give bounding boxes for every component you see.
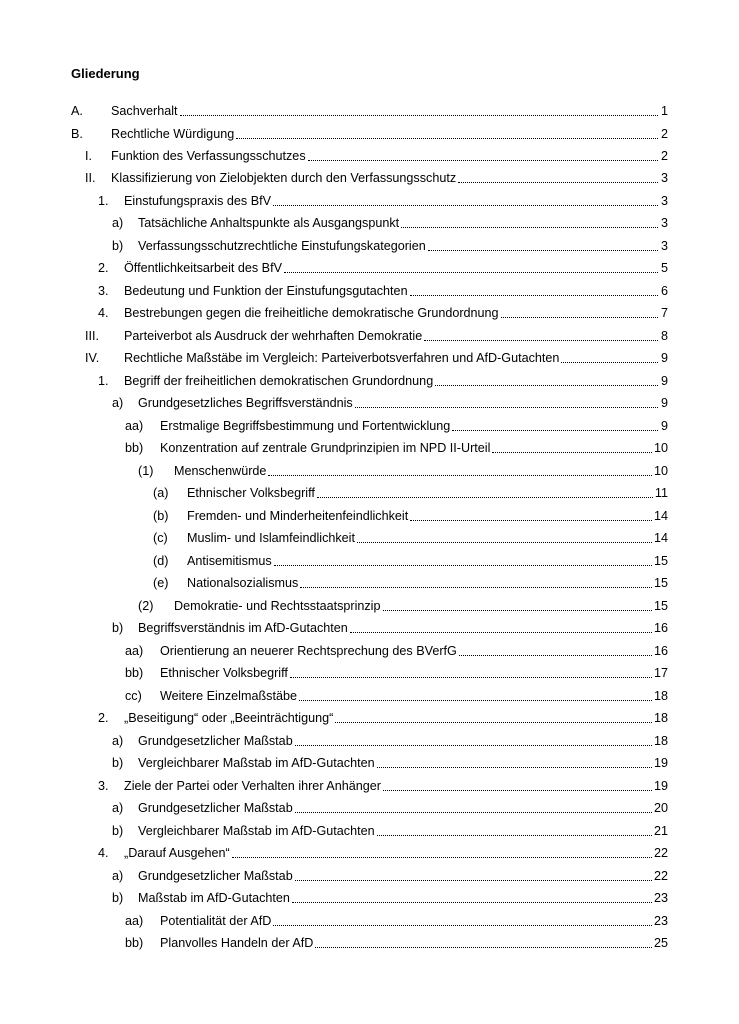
toc-entry-page-number: 3 <box>660 194 668 208</box>
toc-entry-page-number: 6 <box>660 284 668 298</box>
toc-entry-page-number: 3 <box>660 239 668 253</box>
toc-entry[interactable] <box>85 146 668 164</box>
toc-entry[interactable] <box>85 168 668 186</box>
toc-entry[interactable] <box>112 866 668 884</box>
toc-entry[interactable] <box>112 731 668 749</box>
toc-entry[interactable] <box>112 618 668 636</box>
toc-entry[interactable] <box>153 528 668 546</box>
toc-entry[interactable] <box>85 348 668 366</box>
toc-entry-number: 3. <box>98 779 109 793</box>
toc-entry-page-number: 7 <box>660 306 668 320</box>
toc-entry-title: Begriff der freiheitlichen demokratischen Grundordnung <box>124 374 434 388</box>
toc-entry-title: Vergleichbarer Maßstab im AfD-Gutachten <box>138 824 375 838</box>
toc-entry-number: A. <box>71 104 83 118</box>
toc-entry-number: b) <box>112 239 124 253</box>
toc-entry[interactable] <box>125 416 668 434</box>
toc-entry-title: Verfassungsschutzrechtliche Einstufungskategorien <box>138 239 426 253</box>
toc-entry-title: Maßstab im AfD-Gutachten <box>138 891 290 905</box>
dot-leader <box>290 677 652 678</box>
toc-entry-number: a) <box>112 801 124 815</box>
toc-entry-title: Parteiverbot als Ausdruck der wehrhaften Demokratie <box>124 329 423 343</box>
toc-entry-number: b) <box>112 621 124 635</box>
toc-entry-title: Potentialität der AfD <box>160 914 272 928</box>
toc-entry-page-number: 11 <box>654 486 668 500</box>
toc-entry-page-number: 14 <box>653 531 668 545</box>
toc-entry-number: (2) <box>138 599 154 613</box>
toc-entry-title: Begriffsverständnis im AfD-Gutachten <box>138 621 348 635</box>
toc-entry[interactable] <box>112 213 668 231</box>
dot-leader <box>268 475 652 476</box>
toc-entry-number: 1. <box>98 194 109 208</box>
toc-entry-page-number: 3 <box>660 171 668 185</box>
toc-entry-title: „Darauf Ausgehen“ <box>124 846 230 860</box>
dot-leader <box>458 182 658 183</box>
toc-entry[interactable] <box>98 371 668 389</box>
toc-entry-page-number: 19 <box>653 779 668 793</box>
toc-entry[interactable] <box>125 911 668 929</box>
toc-entry-number: 4. <box>98 846 109 860</box>
toc-entry-title: Bestrebungen gegen die freiheitliche demokratische Grundordnung <box>124 306 499 320</box>
toc-entry-number: I. <box>85 149 92 163</box>
dot-leader <box>377 767 652 768</box>
dot-leader <box>315 947 652 948</box>
toc-entry-page-number: 2 <box>660 149 668 163</box>
toc-entry-title: Rechtliche Würdigung <box>111 127 235 141</box>
toc-entry-number: (1) <box>138 464 154 478</box>
toc-heading: Gliederung <box>71 66 140 81</box>
dot-leader <box>273 205 658 206</box>
dot-leader <box>236 138 658 139</box>
toc-entry-title: Antisemitismus <box>187 554 272 568</box>
dot-leader <box>292 902 652 903</box>
dot-leader <box>501 317 658 318</box>
toc-entry[interactable] <box>98 191 668 209</box>
toc-entry-title: Bedeutung und Funktion der Einstufungsgutachten <box>124 284 408 298</box>
dot-leader <box>428 250 658 251</box>
toc-entry-page-number: 5 <box>660 261 668 275</box>
toc-entry[interactable] <box>125 686 668 704</box>
toc-entry-number: b) <box>112 756 124 770</box>
toc-entry-title: Orientierung an neuerer Rechtsprechung des BVerfG <box>160 644 457 658</box>
toc-entry[interactable] <box>98 843 668 861</box>
toc-entry-number: aa) <box>125 644 144 658</box>
toc-entry-page-number: 18 <box>653 734 668 748</box>
toc-entry-number: 3. <box>98 284 109 298</box>
toc-entry-number: 4. <box>98 306 109 320</box>
dot-leader <box>295 745 652 746</box>
toc-entry-number: a) <box>112 216 124 230</box>
toc-entry-title: Funktion des Verfassungsschutzes <box>111 149 306 163</box>
toc-entry-title: Grundgesetzliches Begriffsverständnis <box>138 396 353 410</box>
toc-entry-title: Erstmalige Begriffsbestimmung und Fortentwicklung <box>160 419 451 433</box>
dot-leader <box>410 295 658 296</box>
toc-entry[interactable] <box>153 551 668 569</box>
toc-entry-number: (c) <box>153 531 168 545</box>
toc-entry-title: Nationalsozialismus <box>187 576 299 590</box>
toc-entry-page-number: 22 <box>653 869 668 883</box>
toc-entry[interactable] <box>125 933 668 951</box>
toc-entry-title: Fremden- und Minderheitenfeindlichkeit <box>187 509 409 523</box>
toc-entry-page-number: 20 <box>653 801 668 815</box>
toc-entry-page-number: 17 <box>653 666 668 680</box>
toc-entry[interactable] <box>71 124 668 142</box>
dot-leader <box>335 722 652 723</box>
dot-leader <box>232 857 652 858</box>
toc-entry[interactable] <box>112 888 668 906</box>
dot-leader <box>401 227 658 228</box>
toc-entry[interactable] <box>125 438 668 456</box>
dot-leader <box>383 610 652 611</box>
toc-entry-number: 1. <box>98 374 109 388</box>
toc-entry-title: Klassifizierung von Zielobjekten durch den Verfassungsschutz <box>111 171 457 185</box>
toc-entry[interactable] <box>112 393 668 411</box>
toc-entry-page-number: 15 <box>653 576 668 590</box>
toc-entry-page-number: 16 <box>653 644 668 658</box>
toc-entry-title: Menschenwürde <box>174 464 267 478</box>
toc-entry[interactable] <box>98 708 668 726</box>
dot-leader <box>308 160 658 161</box>
toc-entry-page-number: 15 <box>653 554 668 568</box>
toc-entry-title: Öffentlichkeitsarbeit des BfV <box>124 261 282 275</box>
toc-entry-page-number: 25 <box>653 936 668 950</box>
toc-entry-page-number: 23 <box>653 914 668 928</box>
toc-entry-title: Vergleichbarer Maßstab im AfD-Gutachten <box>138 756 375 770</box>
toc-entry[interactable] <box>138 596 668 614</box>
toc-entry[interactable] <box>71 101 668 119</box>
dot-leader <box>295 812 652 813</box>
toc-entry-number: b) <box>112 891 124 905</box>
dot-leader <box>274 565 652 566</box>
dot-leader <box>295 880 652 881</box>
toc-entry-page-number: 9 <box>660 419 668 433</box>
toc-entry-page-number: 16 <box>653 621 668 635</box>
toc-entry-number: (a) <box>153 486 169 500</box>
toc-entry[interactable] <box>98 258 668 276</box>
toc-entry[interactable] <box>85 326 668 344</box>
toc-entry-page-number: 8 <box>660 329 668 343</box>
toc-entry[interactable] <box>112 821 668 839</box>
toc-entry-title: Sachverhalt <box>111 104 178 118</box>
toc-entry-title: Ethnischer Volksbegriff <box>160 666 288 680</box>
toc-entry-number: aa) <box>125 419 144 433</box>
toc-entry-number: (e) <box>153 576 169 590</box>
toc-entry-page-number: 19 <box>653 756 668 770</box>
dot-leader <box>317 497 653 498</box>
toc-entry-title: Grundgesetzlicher Maßstab <box>138 734 293 748</box>
toc-entry-number: 2. <box>98 711 109 725</box>
toc-entry-number: bb) <box>125 666 144 680</box>
toc-entry-number: a) <box>112 396 124 410</box>
toc-entry[interactable] <box>98 303 668 321</box>
dot-leader <box>410 520 652 521</box>
toc-entry-number: B. <box>71 127 83 141</box>
dot-leader <box>452 430 658 431</box>
toc-entry-page-number: 18 <box>653 689 668 703</box>
dot-leader <box>300 587 652 588</box>
toc-entry[interactable] <box>98 776 668 794</box>
toc-entry-page-number: 1 <box>660 104 668 118</box>
dot-leader <box>355 407 658 408</box>
dot-leader <box>435 385 658 386</box>
toc-entry-page-number: 18 <box>653 711 668 725</box>
toc-entry[interactable] <box>138 461 668 479</box>
toc-entry-page-number: 10 <box>653 464 668 478</box>
toc-entry-page-number: 23 <box>653 891 668 905</box>
toc-entry[interactable] <box>112 753 668 771</box>
toc-entry-title: Demokratie- und Rechtsstaatsprinzip <box>174 599 381 613</box>
toc-entry-number: (d) <box>153 554 169 568</box>
toc-entry-page-number: 22 <box>653 846 668 860</box>
dot-leader <box>377 835 652 836</box>
toc-entry-page-number: 9 <box>660 351 668 365</box>
toc-entry-title: Grundgesetzlicher Maßstab <box>138 801 293 815</box>
toc-entry-number: b) <box>112 824 124 838</box>
toc-entry-page-number: 15 <box>653 599 668 613</box>
toc-entry-title: Ziele der Partei oder Verhalten ihrer Anhänger <box>124 779 381 793</box>
toc-entry[interactable] <box>112 236 668 254</box>
toc-entry-page-number: 21 <box>653 824 668 838</box>
toc-entry[interactable] <box>125 663 668 681</box>
toc-entry-title: Grundgesetzlicher Maßstab <box>138 869 293 883</box>
toc-entry-title: Planvolles Handeln der AfD <box>160 936 314 950</box>
dot-leader <box>180 115 658 116</box>
dot-leader <box>383 790 652 791</box>
toc-entry[interactable] <box>153 483 668 501</box>
toc-entry-number: cc) <box>125 689 142 703</box>
toc-entry-page-number: 10 <box>653 441 668 455</box>
toc-entry[interactable] <box>153 506 668 524</box>
toc-entry-number: IV. <box>85 351 100 365</box>
dot-leader <box>492 452 652 453</box>
toc-entry-page-number: 9 <box>660 396 668 410</box>
toc-entry-number: bb) <box>125 441 144 455</box>
toc-entry-title: Konzentration auf zentrale Grundprinzipien im NPD II-Urteil <box>160 441 491 455</box>
toc-entry-number: 2. <box>98 261 109 275</box>
toc-entry-page-number: 2 <box>660 127 668 141</box>
toc-entry-page-number: 9 <box>660 374 668 388</box>
toc-entry-title: Ethnischer Volksbegriff <box>187 486 315 500</box>
toc-entry-number: (b) <box>153 509 169 523</box>
toc-entry-title: Muslim- und Islamfeindlichkeit <box>187 531 355 545</box>
toc-entry-number: II. <box>85 171 96 185</box>
toc-entry-page-number: 14 <box>653 509 668 523</box>
toc-entry[interactable] <box>98 281 668 299</box>
toc-entry[interactable] <box>112 798 668 816</box>
toc-entry-number: a) <box>112 869 124 883</box>
toc-entry-title: Tatsächliche Anhaltspunkte als Ausgangspunkt <box>138 216 400 230</box>
toc-entry-number: bb) <box>125 936 144 950</box>
toc-entry-page-number: 3 <box>660 216 668 230</box>
toc-entry-number: III. <box>85 329 99 343</box>
toc-entry-title: Einstufungspraxis des BfV <box>124 194 272 208</box>
dot-leader <box>424 340 658 341</box>
toc-entry-number: aa) <box>125 914 144 928</box>
toc-entry-title: „Beseitigung“ oder „Beeinträchtigung“ <box>124 711 334 725</box>
toc-entry-title: Weitere Einzelmaßstäbe <box>160 689 297 703</box>
toc-entry[interactable] <box>125 641 668 659</box>
dot-leader <box>350 632 652 633</box>
dot-leader <box>284 272 658 273</box>
toc-entry[interactable] <box>153 573 668 591</box>
toc-entry-number: a) <box>112 734 124 748</box>
dot-leader <box>459 655 652 656</box>
dot-leader <box>561 362 658 363</box>
toc-entry-title: Rechtliche Maßstäbe im Vergleich: Parteiverbotsverfahren und AfD-Gutachten <box>124 351 560 365</box>
dot-leader <box>357 542 652 543</box>
dot-leader <box>273 925 652 926</box>
dot-leader <box>299 700 652 701</box>
